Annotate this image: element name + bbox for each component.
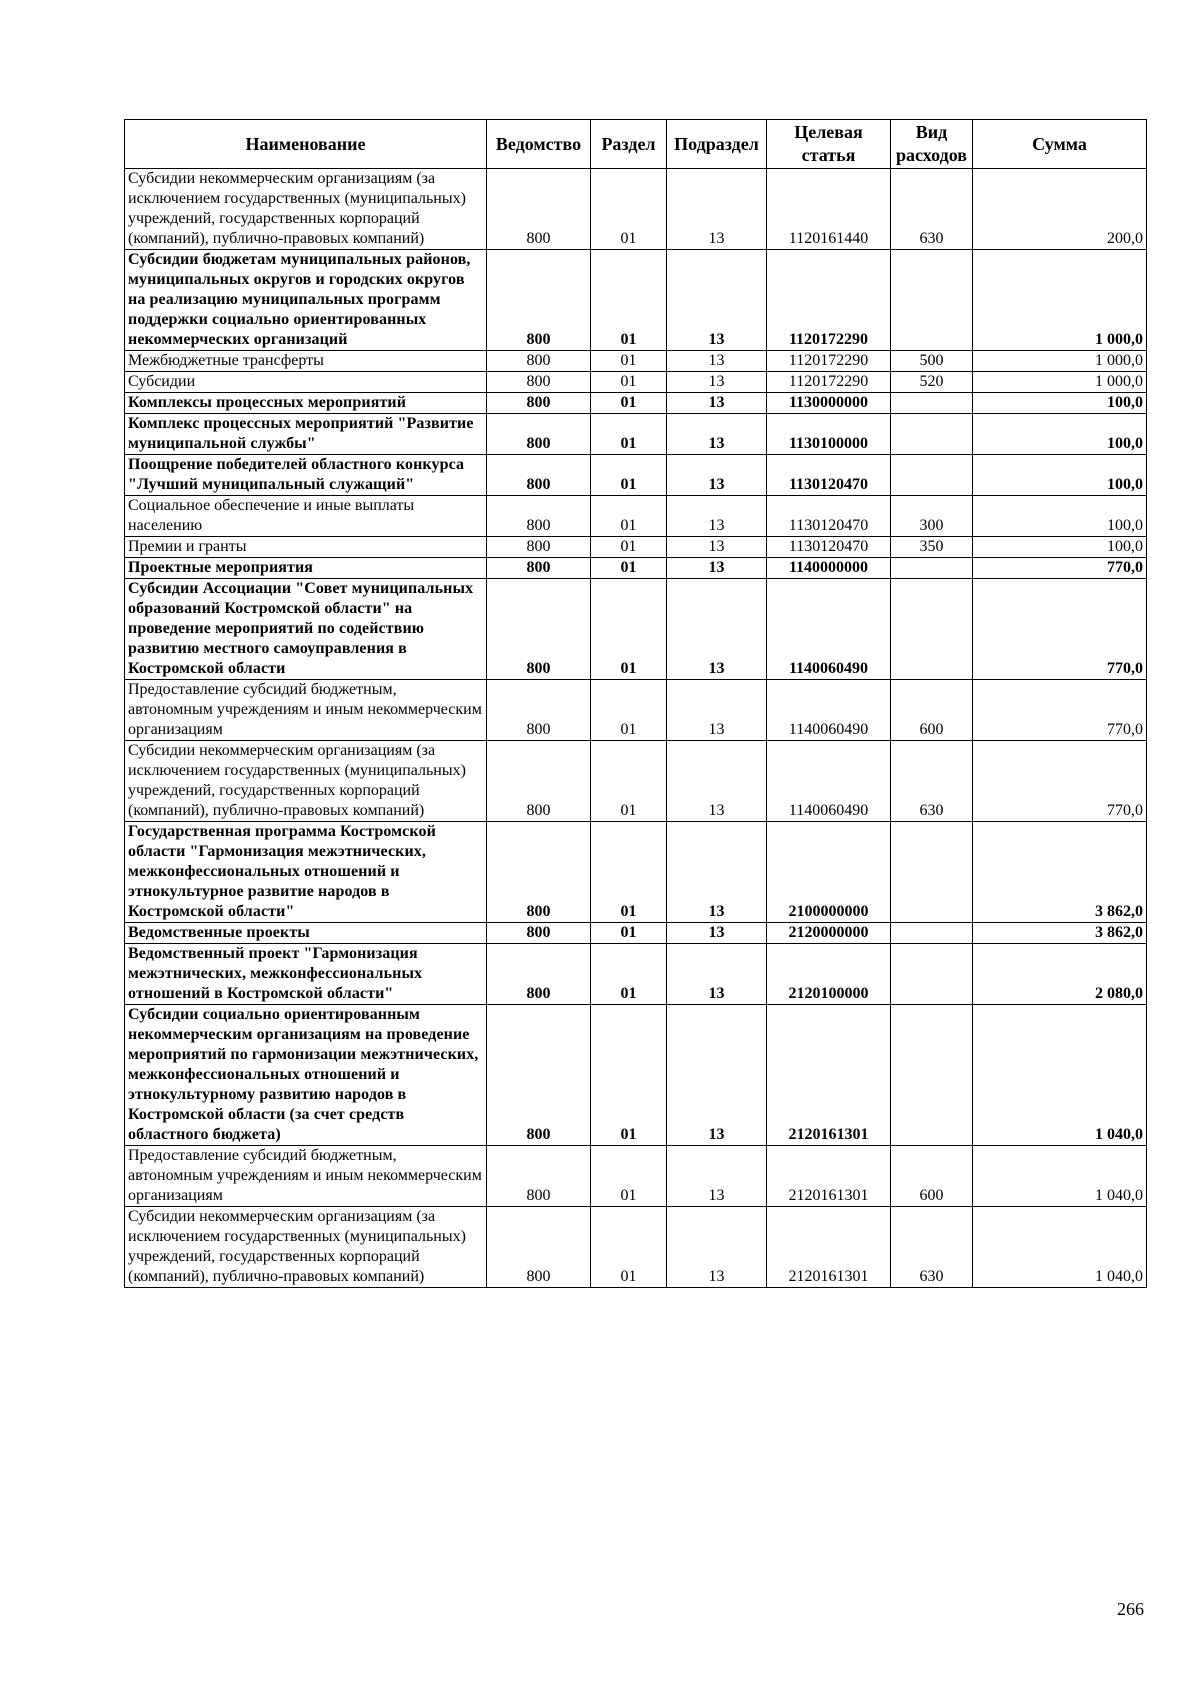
cell-vid-rashodov: 500 (891, 351, 973, 372)
cell-celevaya-statya: 2120161301 (767, 1207, 891, 1288)
page-number: 266 (1117, 1599, 1144, 1619)
cell-vedomstvo: 800 (487, 558, 591, 579)
cell-name: Предоставление субсидий бюджетным, автономным учреждениям и иным некоммерческим организациям (125, 680, 487, 741)
cell-razdel: 01 (591, 496, 667, 537)
cell-vedomstvo: 800 (487, 393, 591, 414)
cell-vid-rashodov (891, 944, 973, 1005)
cell-name: Комплексы процессных мероприятий (125, 393, 487, 414)
cell-podrazdel: 13 (667, 496, 767, 537)
cell-summa: 2 080,0 (973, 944, 1147, 1005)
cell-vedomstvo: 800 (487, 537, 591, 558)
cell-vedomstvo: 800 (487, 414, 591, 455)
cell-summa: 770,0 (973, 579, 1147, 680)
cell-vedomstvo: 800 (487, 1207, 591, 1288)
cell-podrazdel: 13 (667, 250, 767, 351)
cell-vedomstvo: 800 (487, 496, 591, 537)
cell-vid-rashodov: 630 (891, 169, 973, 250)
cell-razdel: 01 (591, 393, 667, 414)
cell-vedomstvo: 800 (487, 923, 591, 944)
cell-vid-rashodov (891, 455, 973, 496)
cell-vid-rashodov (891, 923, 973, 944)
cell-summa: 200,0 (973, 169, 1147, 250)
table-row (125, 579, 1147, 680)
cell-name: Социальное обеспечение и иные выплаты населению (125, 496, 487, 537)
cell-name: Ведомственные проекты (125, 923, 487, 944)
cell-podrazdel: 13 (667, 1005, 767, 1146)
cell-vid-rashodov: 600 (891, 680, 973, 741)
cell-podrazdel: 13 (667, 579, 767, 680)
cell-razdel: 01 (591, 537, 667, 558)
cell-celevaya-statya: 2120161301 (767, 1005, 891, 1146)
cell-vid-rashodov (891, 1005, 973, 1146)
cell-vid-rashodov (891, 822, 973, 923)
header-razdel: Раздел (591, 120, 667, 169)
cell-celevaya-statya: 1140000000 (767, 558, 891, 579)
table-header-row (125, 120, 1147, 169)
cell-razdel: 01 (591, 680, 667, 741)
cell-summa: 1 040,0 (973, 1207, 1147, 1288)
budget-table (124, 119, 1147, 1288)
table-row (125, 923, 1147, 944)
cell-celevaya-statya: 1130120470 (767, 455, 891, 496)
table-row (125, 393, 1147, 414)
cell-name: Межбюджетные трансферты (125, 351, 487, 372)
cell-razdel: 01 (591, 1207, 667, 1288)
cell-celevaya-statya: 2100000000 (767, 822, 891, 923)
cell-vid-rashodov: 600 (891, 1146, 973, 1207)
cell-podrazdel: 13 (667, 169, 767, 250)
cell-podrazdel: 13 (667, 455, 767, 496)
cell-celevaya-statya: 1140060490 (767, 741, 891, 822)
table-row (125, 414, 1147, 455)
cell-celevaya-statya: 1120161440 (767, 169, 891, 250)
cell-podrazdel: 13 (667, 1146, 767, 1207)
cell-vid-rashodov (891, 414, 973, 455)
cell-podrazdel: 13 (667, 923, 767, 944)
cell-celevaya-statya: 1140060490 (767, 680, 891, 741)
cell-podrazdel: 13 (667, 537, 767, 558)
table-row (125, 455, 1147, 496)
table-row (125, 944, 1147, 1005)
cell-podrazdel: 13 (667, 393, 767, 414)
cell-celevaya-statya: 1120172290 (767, 372, 891, 393)
cell-razdel: 01 (591, 558, 667, 579)
table-row (125, 537, 1147, 558)
cell-name: Субсидии Ассоциации "Совет муниципальных образований Костромской области" на проведение мероприятий по содействию развитию местного самоуправления в Костромской области (125, 579, 487, 680)
cell-razdel: 01 (591, 1005, 667, 1146)
cell-celevaya-statya: 1130120470 (767, 537, 891, 558)
cell-summa: 1 040,0 (973, 1146, 1147, 1207)
cell-razdel: 01 (591, 944, 667, 1005)
table-row (125, 351, 1147, 372)
cell-podrazdel: 13 (667, 372, 767, 393)
cell-summa: 770,0 (973, 558, 1147, 579)
table-row (125, 496, 1147, 537)
cell-vedomstvo: 800 (487, 372, 591, 393)
cell-summa: 770,0 (973, 741, 1147, 822)
cell-vedomstvo: 800 (487, 250, 591, 351)
cell-razdel: 01 (591, 372, 667, 393)
cell-vid-rashodov: 520 (891, 372, 973, 393)
cell-razdel: 01 (591, 741, 667, 822)
cell-vid-rashodov (891, 558, 973, 579)
cell-vedomstvo: 800 (487, 1005, 591, 1146)
cell-summa: 100,0 (973, 537, 1147, 558)
cell-podrazdel: 13 (667, 414, 767, 455)
header-name: Наименование (125, 120, 487, 169)
cell-celevaya-statya: 1130120470 (767, 496, 891, 537)
cell-summa: 100,0 (973, 455, 1147, 496)
cell-celevaya-statya: 1130000000 (767, 393, 891, 414)
cell-name: Проектные мероприятия (125, 558, 487, 579)
cell-vid-rashodov: 630 (891, 741, 973, 822)
table-row (125, 741, 1147, 822)
cell-razdel: 01 (591, 822, 667, 923)
cell-name: Премии и гранты (125, 537, 487, 558)
cell-name: Комплекс процессных мероприятий "Развитие муниципальной службы" (125, 414, 487, 455)
cell-razdel: 01 (591, 455, 667, 496)
cell-vedomstvo: 800 (487, 455, 591, 496)
table-body (125, 169, 1147, 1288)
cell-vid-rashodov: 350 (891, 537, 973, 558)
cell-podrazdel: 13 (667, 944, 767, 1005)
cell-podrazdel: 13 (667, 351, 767, 372)
cell-summa: 100,0 (973, 414, 1147, 455)
table-row (125, 1207, 1147, 1288)
cell-podrazdel: 13 (667, 558, 767, 579)
cell-vedomstvo: 800 (487, 822, 591, 923)
cell-podrazdel: 13 (667, 1207, 767, 1288)
cell-podrazdel: 13 (667, 680, 767, 741)
cell-vid-rashodov: 630 (891, 1207, 973, 1288)
cell-razdel: 01 (591, 351, 667, 372)
cell-summa: 1 000,0 (973, 351, 1147, 372)
cell-celevaya-statya: 2120100000 (767, 944, 891, 1005)
header-summa: Сумма (973, 120, 1147, 169)
cell-vedomstvo: 800 (487, 169, 591, 250)
cell-celevaya-statya: 2120000000 (767, 923, 891, 944)
cell-vedomstvo: 800 (487, 579, 591, 680)
header-vid-rashodov: Вид расходов (891, 120, 973, 169)
table-row (125, 558, 1147, 579)
cell-summa: 770,0 (973, 680, 1147, 741)
cell-razdel: 01 (591, 923, 667, 944)
cell-razdel: 01 (591, 579, 667, 680)
cell-name: Субсидии некоммерческим организациям (за исключением государственных (муниципальных) учреждений, государственных корпораций (компаний), публично-правовых компаний) (125, 169, 487, 250)
cell-name: Предоставление субсидий бюджетным, автономным учреждениям и иным некоммерческим организациям (125, 1146, 487, 1207)
cell-razdel: 01 (591, 414, 667, 455)
cell-name: Ведомственный проект "Гармонизация межэтнических, межконфессиональных отношений в Костромской области" (125, 944, 487, 1005)
table-row (125, 372, 1147, 393)
table-row (125, 680, 1147, 741)
cell-celevaya-statya: 1120172290 (767, 250, 891, 351)
cell-name: Субсидии (125, 372, 487, 393)
cell-vedomstvo: 800 (487, 1146, 591, 1207)
cell-vid-rashodov (891, 579, 973, 680)
cell-celevaya-statya: 1120172290 (767, 351, 891, 372)
cell-name: Субсидии некоммерческим организациям (за исключением государственных (муниципальных) учреждений, государственных корпораций (компаний), публично-правовых компаний) (125, 741, 487, 822)
cell-summa: 3 862,0 (973, 822, 1147, 923)
cell-summa: 100,0 (973, 496, 1147, 537)
header-podrazdel: Подраздел (667, 120, 767, 169)
cell-summa: 100,0 (973, 393, 1147, 414)
table-row (125, 250, 1147, 351)
cell-summa: 1 000,0 (973, 372, 1147, 393)
table-row (125, 1146, 1147, 1207)
table-row (125, 169, 1147, 250)
cell-name: Поощрение победителей областного конкурса "Лучший муниципальный служащий" (125, 455, 487, 496)
cell-summa: 1 040,0 (973, 1005, 1147, 1146)
cell-vedomstvo: 800 (487, 944, 591, 1005)
cell-vedomstvo: 800 (487, 741, 591, 822)
cell-vid-rashodov (891, 250, 973, 351)
cell-razdel: 01 (591, 1146, 667, 1207)
cell-razdel: 01 (591, 169, 667, 250)
cell-podrazdel: 13 (667, 822, 767, 923)
cell-celevaya-statya: 1140060490 (767, 579, 891, 680)
cell-vedomstvo: 800 (487, 351, 591, 372)
header-celevaya-statya: Целевая статья (767, 120, 891, 169)
cell-name: Государственная программа Костромской области "Гармонизация межэтнических, межконфессиональных отношений и этнокультурное развитие народов в Костромской области" (125, 822, 487, 923)
header-vedomstvo: Ведомство (487, 120, 591, 169)
cell-vid-rashodov: 300 (891, 496, 973, 537)
table-row (125, 822, 1147, 923)
table-row (125, 1005, 1147, 1146)
cell-celevaya-statya: 1130100000 (767, 414, 891, 455)
cell-name: Субсидии социально ориентированным некоммерческим организациям на проведение мероприятий по гармонизации межэтнических, межконфессиональных отношений и этнокультурному развитию народов в Костромской области (за счет средств областного бюджета) (125, 1005, 487, 1146)
cell-name: Субсидии бюджетам муниципальных районов, муниципальных округов и городских округов на реализацию муниципальных программ поддержки социально ориентированных некоммерческих организаций (125, 250, 487, 351)
cell-vid-rashodov (891, 393, 973, 414)
cell-summa: 1 000,0 (973, 250, 1147, 351)
cell-celevaya-statya: 2120161301 (767, 1146, 891, 1207)
cell-vedomstvo: 800 (487, 680, 591, 741)
cell-razdel: 01 (591, 250, 667, 351)
cell-name: Субсидии некоммерческим организациям (за исключением государственных (муниципальных) учреждений, государственных корпораций (компаний), публично-правовых компаний) (125, 1207, 487, 1288)
cell-podrazdel: 13 (667, 741, 767, 822)
cell-summa: 3 862,0 (973, 923, 1147, 944)
